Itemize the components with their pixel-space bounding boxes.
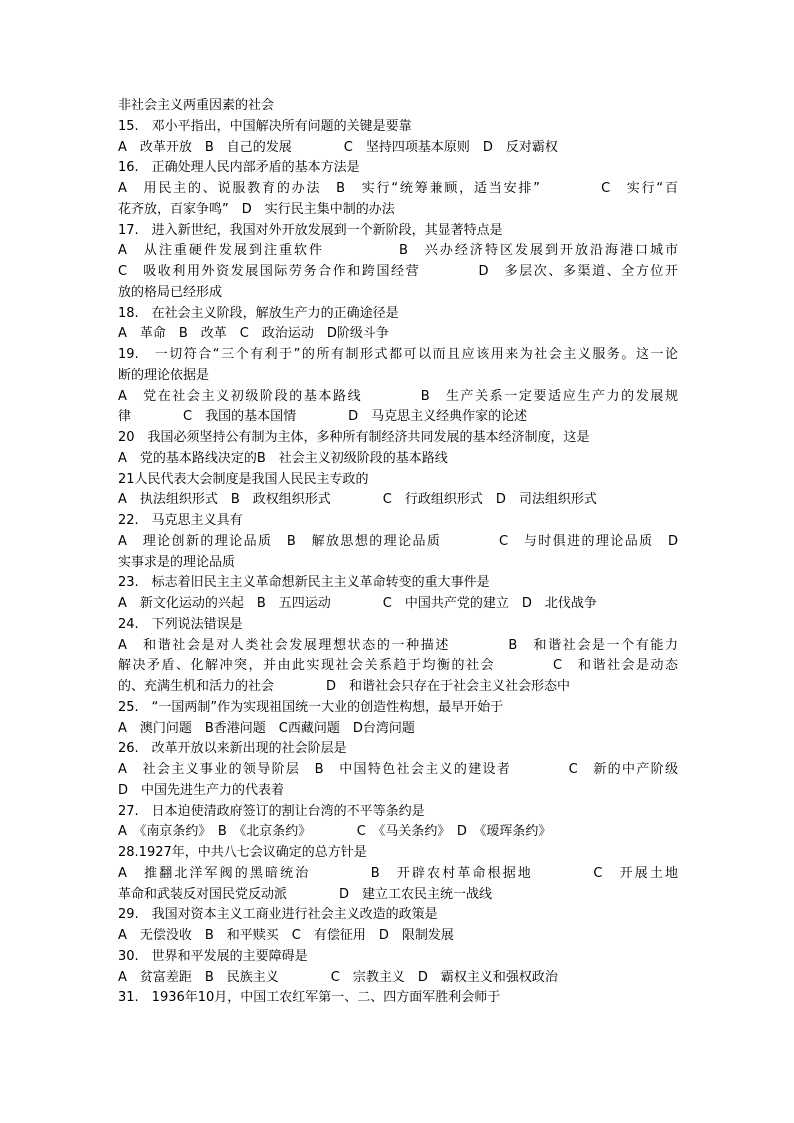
answer-options: 律 C 我国的基本国情 D 马克思主义经典作家的论述 (118, 409, 528, 425)
question-stem: 15. 邓小平指出，中国解决所有问题的关键是要靠 (118, 118, 412, 134)
answer-options: A 《南京条约》 B 《北京条约》 C 《马关条约》 D 《瑷珲条约》 (118, 824, 552, 840)
question-stem: 24. 下列说法错误是 (118, 616, 243, 632)
question-stem: 26. 改革开放以来新出现的社会阶层是 (118, 741, 347, 757)
answer-options: A 社会主义事业的领导阶层 B 中国特色社会主义的建设者 C 新的中产阶级 (118, 762, 678, 777)
answer-options: 的、充满生机和活力的社会 D 和谐社会只存在于社会主义社会形态中 (118, 679, 571, 694)
answer-options: A 新文化运动的兴起 B 五四运动 C 中国共产党的建立 D 北伐战争 (118, 596, 597, 611)
answer-options: A 执法组织形式 B 政权组织形式 C 行政组织形式 D 司法组织形式 (118, 492, 597, 508)
answer-options: 实事求是的理论品质 (118, 554, 236, 570)
answer-options: A 用民主的、说服教育的办法 B 实行“统筹兼顾，适当安排” C 实行“百 (118, 181, 678, 196)
question-stem: 27. 日本迫使清政府签订的割让台湾的不平等条约是 (118, 803, 425, 819)
question-stem: 22. 马克思主义具有 (118, 513, 243, 528)
answer-options: 解决矛盾、化解冲突，并由此实现社会关系趋于均衡的社会 C 和谐社会是动态 (118, 658, 678, 674)
answer-options: A 党的基本路线决定的B 社会主义初级阶段的基本路线 (118, 450, 448, 466)
answer-options: A 无偿没收 B 和平赎买 C 有偿征用 D 限制发展 (118, 928, 454, 943)
answer-options: C 吸收利用外资发展国际劳务合作和跨国经营 D 多层次、多渠道、全方位开 (118, 264, 678, 279)
answer-options: D 中国先进生产力的代表着 (118, 782, 285, 798)
text-line: 非社会主义两重因素的社会 (118, 98, 275, 113)
answer-options: A 贫富差距 B 民族主义 C 宗教主义 D 霸权主义和强权政治 (118, 969, 558, 985)
answer-options: A 推翻北洋军阀的黑暗统治 B 开辟农村革命根据地 C 开展土地 (118, 865, 678, 881)
question-stem: 21人民代表大会制度是我国人民民主专政的 (118, 471, 369, 487)
question-stem: 19. 一切符合“三个有利于”的所有制形式都可以而且应该用来为社会主义服务。这一论 (118, 347, 678, 362)
answer-options: 花齐放，百家争鸣” D 实行民主集中制的办法 (118, 201, 395, 217)
question-stem: 17. 进入新世纪，我国对外开放发展到一个新阶段，其显著特点是 (118, 222, 503, 238)
answer-options: A 理论创新的理论品质 B 解放思想的理论品质 C 与时俱进的理论品质 D (118, 533, 678, 549)
question-stem: 30. 世界和平发展的主要障碍是 (118, 948, 308, 964)
question-stem: 31. 1936年10月，中国工农红军第一、二、四方面军胜利会师于 (118, 990, 501, 1006)
question-stem: 18. 在社会主义阶段，解放生产力的正确途径是 (118, 305, 399, 321)
question-stem: 25. “一国两制”作为实现祖国统一大业的创造性构想，最早开始于 (118, 699, 504, 715)
answer-options: A 革命 B 改革 C 政治运动 D阶级斗争 (118, 326, 389, 342)
question-text-block (118, 96, 678, 1009)
question-stem: 28.1927年，中共八七会议确定的总方针是 (118, 845, 367, 860)
answer-options: A 和谐社会是对人类社会发展理想状态的一种描述 B 和谐社会是一个有能力 (118, 637, 678, 653)
question-stem: 断的理论依据是 (118, 367, 210, 383)
question-stem: 23. 标志着旧民主主义革命想新民主主义革命转变的重大事件是 (118, 575, 490, 591)
answer-options: A 党在社会主义初级阶段的基本路线 B 生产关系一定要适应生产力的发展规 (118, 388, 678, 404)
answer-options: A 改革开放 B 自己的发展 C 坚持四项基本原则 D 反对霸权 (118, 139, 558, 155)
question-stem: 20 我国必须坚持公有制为主体，多种所有制经济共同发展的基本经济制度，这是 (118, 430, 590, 445)
question-stem: 16. 正确处理人民内部矛盾的基本方法是 (118, 160, 360, 176)
question-stem: 29. 我国对资本主义工商业进行社会主义改造的政策是 (118, 907, 438, 923)
answer-options: A 澳门问题 B香港问题 C西藏问题 D台湾问题 (118, 720, 415, 736)
answer-options: 放的格局已经形成 (118, 284, 223, 300)
answer-options: 革命和武装反对国民党反动派 D 建立工农民主统一战线 (118, 886, 493, 902)
answer-options: A 从注重硬件发展到注重软件 B 兴办经济特区发展到开放沿海港口城市 (118, 243, 678, 259)
